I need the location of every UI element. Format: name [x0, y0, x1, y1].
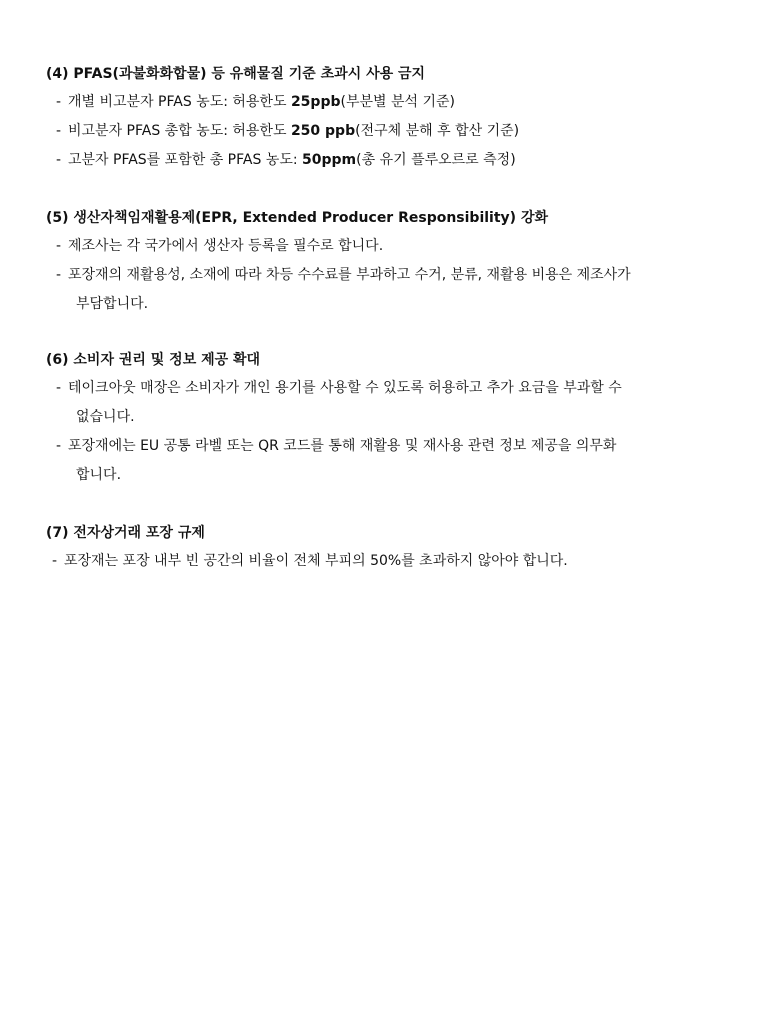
section-heading: (4) PFAS(과불화화합물) 등 유해물질 기준 초과시 사용 금지 [46, 66, 426, 82]
item-text: 포장재의 재활용성, 소재에 따라 차등 수수료를 부과하고 수거, 분류, 재활용 비용은 제조사가 [68, 267, 631, 283]
item-note: (부분별 분석 기준) [340, 94, 455, 110]
section-list [46, 232, 739, 319]
item-text: 고분자 PFAS를 포함한 총 PFAS 농도: [68, 152, 303, 168]
section-list [46, 547, 739, 576]
section-pfas-ban [46, 64, 739, 175]
section-heading: (6) 소비자 권리 및 정보 제공 확대 [46, 352, 261, 368]
item-note: (전구체 분해 후 합산 기준) [355, 123, 520, 139]
section-heading: (7) 전자상거래 포장 규제 [46, 525, 205, 541]
item-text: 제조사는 각 국가에서 생산자 등록을 필수로 합니다. [68, 238, 384, 254]
section-consumer-rights [46, 350, 739, 490]
item-value: 25ppb [290, 94, 341, 110]
item-text: 테이크아웃 매장은 소비자가 개인 용기를 사용할 수 있도록 허용하고 추가 요금을 부과할 수 [68, 380, 622, 396]
list-item [56, 432, 739, 490]
bullet-dash: - [56, 238, 62, 254]
list-item [56, 374, 739, 432]
item-text: 포장재에는 EU 공통 라벨 또는 QR 코드를 통해 재활용 및 재사용 관련 정보 제공을 의무화 [68, 438, 617, 454]
item-text-continued: 없습니다. [76, 409, 135, 425]
item-value: 50ppm [302, 152, 357, 168]
section-list [46, 88, 739, 175]
section-ecommerce-packaging [46, 523, 739, 576]
item-text-continued: 합니다. [76, 467, 122, 483]
bullet-dash: - [56, 94, 62, 110]
list-item [56, 232, 739, 261]
bullet-dash: - [56, 380, 62, 396]
bullet-dash: - [52, 553, 58, 569]
bullet-dash: - [56, 123, 62, 139]
list-item [56, 261, 739, 319]
item-text-continued: 부담합니다. [76, 296, 149, 312]
item-text: 개별 비고분자 PFAS 농도: 허용한도 [68, 94, 291, 110]
item-value: 250 ppb [290, 123, 356, 139]
list-item [56, 117, 739, 146]
section-list [46, 374, 739, 490]
list-item [56, 146, 739, 175]
list-item [52, 547, 739, 576]
bullet-dash: - [56, 438, 62, 454]
list-item [56, 88, 739, 117]
item-text: 비고분자 PFAS 총합 농도: 허용한도 [68, 123, 291, 139]
section-heading: (5) 생산자책임재활용제(EPR, Extended Producer Responsibility) 강화 [46, 210, 548, 226]
section-epr [46, 208, 739, 319]
item-text: 포장재는 포장 내부 빈 공간의 비율이 전체 부피의 50%를 초과하지 않아야 합니다. [64, 553, 568, 569]
bullet-dash: - [56, 267, 62, 283]
bullet-dash: - [56, 152, 62, 168]
item-note: (총 유기 플루오르로 측정) [356, 152, 516, 168]
